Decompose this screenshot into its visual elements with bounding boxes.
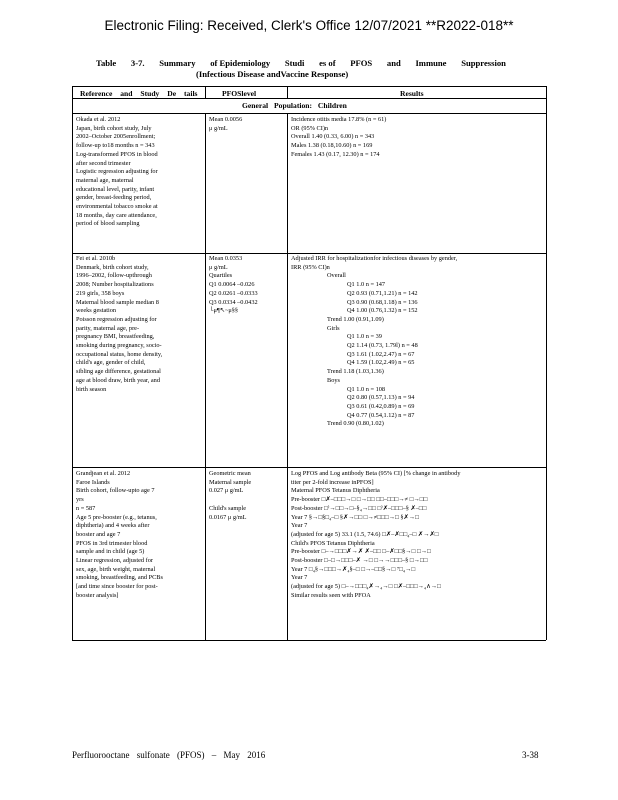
- row2-pfos: [209, 255, 258, 316]
- cell-line: Poisson regression adjusting for: [76, 315, 157, 323]
- caption-word: Suppression: [461, 58, 506, 68]
- cell-line: Year 7 □₄§→□□□→✗₄§–□ □→–□□§→□ ⁷□₄→□: [291, 565, 416, 573]
- cell-line: Q3 0.0334 –0.0432: [209, 298, 258, 306]
- caption-word: and: [386, 58, 401, 68]
- cell-line: Logistic regression adjusting for: [76, 168, 158, 176]
- caption-line-2: (Infectious Disease andVaccine Response): [196, 69, 349, 79]
- cell-line: n = 587: [76, 504, 96, 512]
- cell-line: Geometric mean: [209, 470, 251, 477]
- caption-line-1: [96, 58, 506, 69]
- row-rule-1: [72, 253, 546, 254]
- cell-line: Log-transformed PFOS in blood: [76, 150, 158, 158]
- cell-line: Mean 0.0353: [209, 255, 243, 262]
- row-rule-2: [72, 467, 546, 468]
- cell-line: Males 1.38 (0.18,10.60) n = 169: [291, 142, 373, 150]
- cell-line: Q4 1.00 (0.76,1.32) n = 152: [347, 307, 418, 315]
- row1-results: [291, 116, 386, 160]
- header-rule: [72, 98, 546, 99]
- cell-line: Faroe Islands: [76, 478, 110, 486]
- cell-line: Q1 1.0 n = 108: [347, 385, 386, 393]
- cell-line: sibling age difference, gestational: [76, 368, 161, 376]
- cell-line: Fei et al. 2010b: [76, 255, 116, 262]
- cell-line: Maternal PFOS Tetanus Diphtheria: [291, 487, 380, 495]
- section-heading: General Population: Children: [242, 101, 347, 110]
- cell-line: occupational status, home density,: [76, 350, 163, 358]
- col-divider-2: [287, 113, 288, 640]
- cell-line: IRR (95% CI)n: [291, 263, 330, 271]
- cell-line: Q4 0.77 (0.54,1.12) n = 87: [347, 411, 415, 419]
- header-divider-1: [205, 86, 206, 98]
- table-bottom-rule: [72, 640, 546, 641]
- col-header-reference: Reference and Study De tails: [80, 89, 198, 98]
- border-right: [546, 86, 547, 640]
- row3-reference: [76, 470, 163, 601]
- table-top-rule: [72, 86, 546, 87]
- cell-line: Overall: [327, 272, 346, 280]
- row2-reference: [76, 255, 162, 394]
- cell-line: Denmark, birth cohort study,: [76, 263, 149, 271]
- cell-line: Grandjean et al. 2012: [76, 470, 131, 477]
- cell-line: μ g/mL: [209, 124, 228, 132]
- caption-word: PFOS: [350, 58, 373, 68]
- cell-line: PFOS in 3rd trimester blood: [76, 539, 148, 547]
- cell-line: Incidence otitis media 17.8% (n = 61): [291, 116, 387, 123]
- cell-line: environmental tobacco smoke at: [76, 203, 158, 211]
- cell-line: (adjusted for age 5) □–→□□□₄✗→₄→□ □✗–□□□→₄∧→□: [291, 583, 441, 591]
- cell-line: Q2 0.93 (0.71,1.21) n = 142: [347, 289, 418, 297]
- cell-line: [209, 496, 251, 505]
- cell-line: Similar results seen with PFOA: [291, 591, 371, 599]
- cell-line: Q3 1.61 (1.02,2.47) n = 67: [347, 350, 415, 358]
- cell-line: Log PFOS and Log antibody Beta (95% CI) [% change in antibody: [291, 470, 461, 477]
- cell-line: Year 7: [291, 574, 308, 582]
- cell-line: Pre-booster □–→□□□✗→✗ ✗–□□ □–✗□□§→□ □→□: [291, 548, 431, 556]
- cell-line: Q1 1.0 n = 147: [347, 281, 386, 289]
- cell-line: weeks gestation: [76, 307, 117, 315]
- cell-line: Females 1.43 (0.17, 12.30) n = 174: [291, 150, 380, 158]
- row2-results: [291, 255, 457, 429]
- cell-line: diphtheria) and 4 weeks after: [76, 522, 150, 530]
- caption-word: Summary: [159, 58, 196, 68]
- cell-line: 18 months, day care attendance,: [76, 211, 157, 219]
- cell-line: gender, breast-feeding period,: [76, 194, 152, 202]
- section-rule: [72, 113, 546, 114]
- cell-line: Linear regression, adjusted for: [76, 557, 153, 565]
- cell-line: Q3 0.61 (0.42,0.89) n = 69: [347, 402, 415, 410]
- cell-line: parity, maternal age, pre-: [76, 324, 140, 332]
- cell-line: (adjusted for age 5) 33.1 (1.5, 74.6) □✗–✗□□₄–□ ✗→✗□: [291, 530, 439, 538]
- col-divider-1: [205, 113, 206, 640]
- footer-title: Perfluorooctane sulfonate (PFOS) – May 2016: [72, 750, 266, 760]
- cell-line: Pre-booster □✗–□□□→□ □→□□ □□–□□□→≠ □→□□: [291, 496, 428, 504]
- cell-line: age at blood draw, birth year, and: [76, 376, 160, 384]
- cell-line: Age 5 pre-booster (e.g., tetanus,: [76, 513, 157, 521]
- cell-line: 2008; Number hospitalizations: [76, 281, 154, 289]
- cell-line: Trend 1.00 (0.91,1.09): [327, 315, 384, 323]
- page-number: 3-38: [522, 750, 539, 760]
- caption-word: Table: [96, 58, 117, 68]
- cell-line: smoking, breastfeeding, and PCBs: [76, 574, 163, 582]
- cell-line: Q4 1.59 (1.02,2.49) n = 65: [347, 359, 415, 367]
- cell-line: Post-booster □–□→□□□–✗ →□ □→→□□□–§ □→□□: [291, 557, 428, 565]
- cell-line: 1996–2002, follow-upthrough: [76, 272, 152, 280]
- cell-line: maternal age, maternal: [76, 176, 134, 184]
- cell-line: Japan, birth cohort study, July: [76, 124, 152, 132]
- row1-pfos: [209, 116, 242, 133]
- cell-line: smoking during pregnancy, socio-: [76, 342, 162, 350]
- cell-line: Okada et al. 2012: [76, 116, 121, 123]
- cell-line: child's age, gender of child,: [76, 359, 146, 367]
- cell-line: 2002–October 2005enrollment;: [76, 133, 156, 141]
- cell-line: Trend 0.90 (0.80,1.02): [327, 420, 384, 428]
- col-header-results: Results: [400, 89, 424, 98]
- cell-line: titer per 2-fold increase inPFOS]: [291, 478, 374, 486]
- cell-line: Q2 0.80 (0.57,1.13) n = 94: [347, 394, 415, 402]
- cell-line: Q2 1.14 (0.73, 1.79l) n = 48: [347, 342, 418, 350]
- header-divider-2: [287, 86, 288, 98]
- cell-line: Overall 1.40 (0.33, 6.00) n = 343: [291, 133, 375, 141]
- cell-line: Year 7: [291, 522, 308, 530]
- cell-line: Post-booster □⁾→□□→□–§₄→□□ □⁾✗–□□□–§ ✗–□□: [291, 504, 427, 512]
- cell-line: booster analysis]: [76, 591, 119, 599]
- row3-pfos: [209, 470, 251, 522]
- cell-line: period of blood sampling: [76, 220, 140, 228]
- cell-line: Q1 0.0064 –0.026: [209, 281, 255, 289]
- row1-reference: [76, 116, 158, 229]
- cell-line: Adjusted IRR for hospitalizationfor infectious diseases by gender,: [291, 255, 458, 262]
- cell-line: after second trimester: [76, 159, 131, 167]
- cell-line: Trend 1.18 (1.03,1.36): [327, 368, 384, 376]
- caption-word: 3-7.: [130, 58, 145, 68]
- cell-line: pregnancy BMI, breastfeeding,: [76, 333, 155, 341]
- cell-line: Year 7 §→□§□₄–□ §✗→□□ □→≠□□□→□ §✗→□: [291, 513, 419, 521]
- row3-results: [291, 470, 460, 601]
- cell-line: follow-up to18 months n = 343: [76, 142, 155, 150]
- caption-word: Studi: [284, 58, 305, 68]
- cell-line: 0.0167 μ g/mL: [209, 513, 247, 521]
- caption-word: es of: [319, 58, 336, 68]
- cell-line: Boys: [327, 376, 340, 384]
- cell-line: OR (95% CI)n: [291, 124, 329, 132]
- cell-line: Birth cohort, follow-upto age 7: [76, 487, 155, 495]
- cell-line: └μ¶↖~μ§§: [209, 307, 239, 315]
- cell-line: booster and age 7: [76, 530, 121, 538]
- cell-line: Maternal sample: [209, 478, 252, 486]
- cell-line: [and time since booster for post-: [76, 583, 158, 591]
- cell-line: Girls: [327, 324, 340, 332]
- cell-line: Q1 1.0 n = 39: [347, 333, 382, 341]
- table-caption: [96, 58, 506, 80]
- cell-line: yrs: [76, 496, 84, 504]
- cell-line: birth season: [76, 385, 107, 393]
- cell-line: Child's sample: [209, 504, 246, 512]
- col-header-pfos: PFOSlevel: [222, 89, 257, 98]
- caption-word: of Epidemiology: [210, 58, 271, 68]
- cell-line: Mean 0.0056: [209, 116, 243, 123]
- cell-line: 0.027 μ g/mL: [209, 487, 244, 495]
- cell-line: Child's PFOS Tetanus Diphtheria: [291, 539, 375, 547]
- cell-line: Maternal blood sample median 8: [76, 298, 159, 306]
- filing-header: Electronic Filing: Received, Clerk's Office 12/07/2021 **R2022-018**: [104, 18, 514, 33]
- caption-word: Immune: [415, 58, 447, 68]
- cell-line: sample and in child (age 5): [76, 548, 145, 556]
- cell-line: Quartiles: [209, 272, 233, 280]
- cell-line: sex, age, birth weight, maternal: [76, 565, 156, 573]
- cell-line: Q2 0.0261 –0.0333: [209, 289, 258, 297]
- cell-line: 219 girls, 358 boys: [76, 289, 125, 297]
- border-left: [72, 86, 73, 640]
- cell-line: μ g/mL: [209, 263, 228, 271]
- cell-line: Q3 0.90 (0.68,1.18) n = 136: [347, 298, 418, 306]
- cell-line: educational level, parity, infant: [76, 185, 155, 193]
